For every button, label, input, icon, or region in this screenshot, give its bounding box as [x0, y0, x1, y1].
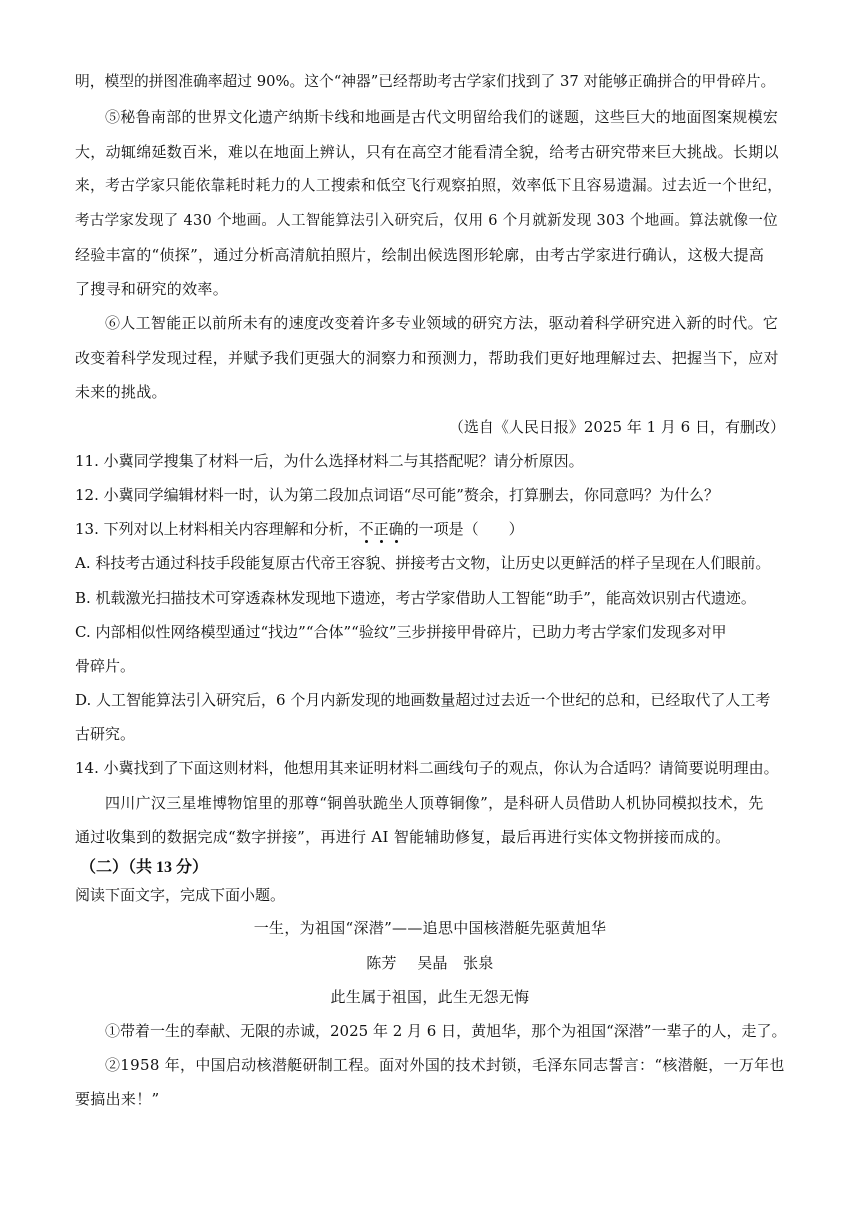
question-13-stem: 13. 下列对以上材料相关内容理解和分析， — [75, 520, 359, 538]
paragraph-6-line: ⑥人工智能正以前所未有的速度改变着许多专业领域的研究方法，驱动着科学研究进入新的时代。它 — [105, 314, 779, 332]
emphasis-dots — [359, 540, 404, 544]
article-paragraph-2-continued: 要搞出来！” — [75, 1090, 160, 1108]
article-paragraph-1: ①带着一生的奉献、无限的赤诚，2025 年 2 月 6 日，黄旭华，那个为祖国“深潜”一辈子的人，走了。 — [105, 1022, 787, 1040]
question-14-material: 通过收集到的数据完成“数字拼接”，再进行 AI 智能辅助修复，最后再进行实体文物拼接而成的。 — [75, 828, 731, 846]
paragraph-5-line: ⑤秘鲁南部的世界文化遗产纳斯卡线和地画是古代文明留给我们的谜题，这些巨大的地面图案规模宏 — [105, 108, 779, 126]
paragraph-6-line: 改变着科学发现过程，并赋予我们更强大的洞察力和预测力，帮助我们更好地理解过去、把握当下，应对 — [75, 349, 779, 367]
article-authors: 陈芳 吴晶 张泉 — [366, 954, 494, 972]
source-citation: （选自《人民日报》2025 年 1 月 6 日，有删改） — [448, 418, 785, 436]
article-paragraph-2: ②1958 年，中国启动核潜艇研制工程。面对外国的技术封锁，毛泽东同志誓言：“核潜艇，一万年也 — [105, 1056, 785, 1074]
paragraph-5-line: 经验丰富的“侦探”，通过分析高清航拍照片，绘制出候选图形轮廓，由考古学家进行确认，这极大提高 — [75, 246, 765, 264]
article-subtitle: 此生属于祖国，此生无怨无悔 — [330, 988, 530, 1006]
paragraph-6-line: 未来的挑战。 — [75, 383, 167, 401]
emphasis-dotted-text: 不正确 — [359, 520, 404, 538]
question-11: 11. 小冀同学搜集了材料一后，为什么选择材料二与其搭配呢？请分析原因。 — [75, 452, 584, 470]
question-14-material: 四川广汉三星堆博物馆里的那尊“铜兽驮跪坐人顶尊铜像”，是科研人员借助人机协同模拟技术，先 — [105, 794, 764, 812]
option-a: A. 科技考古通过科技手段能复原古代帝王容貌、拼接考古文物，让历史以更鲜活的样子呈现在人们眼前。 — [75, 554, 771, 572]
option-c-continued: 骨碎片。 — [75, 657, 136, 675]
option-d-continued: 古研究。 — [75, 725, 136, 743]
paragraph-5-line: 考古学家发现了 430 个地画。人工智能算法引入研究后，仅用 6 个月就新发现 303 个地画。算法就像一位 — [75, 213, 778, 229]
section-heading: （二）（共 13 分） — [80, 859, 209, 876]
option-b: B. 机载激光扫描技术可穿透森林发现地下遗迹，考古学家借助人工智能“助手”，能高效识别古代遗迹。 — [75, 589, 756, 607]
question-13 — [75, 519, 785, 539]
paragraph-5-line: 大，动辄绵延数百米，难以在地面上辨认，只有在高空才能看清全貌，给考古研究带来巨大挑战。长期以 — [75, 143, 779, 161]
option-c: C. 内部相似性网络模型通过“找边”“合体”“验纹”三步拼接甲骨碎片，已助力考古学家们发现多对甲 — [75, 623, 727, 641]
question-14: 14. 小冀找到了下面这则材料，他想用其来证明材料二画线句子的观点，你认为合适吗？请简要说明理由。 — [75, 759, 779, 777]
question-13-tail: 的一项是（ ） — [403, 520, 524, 538]
paragraph-5-line: 了搜寻和研究的效率。 — [75, 280, 229, 298]
option-d: D. 人工智能算法引入研究后，6 个月内新发现的地画数量超过过去近一个世纪的总和，已经取代了人工考 — [75, 691, 771, 709]
paragraph-line: 明，模型的拼图准确率超过 90%。这个“神器”已经帮助考古学家们找到了 37 对能够正确拼合的甲骨碎片。 — [75, 73, 776, 90]
question-12: 12. 小冀同学编辑材料一时，认为第二段加点词语“尽可能”赘余，打算删去，你同意吗？为什么？ — [75, 486, 719, 504]
paragraph-5-line: 来，考古学家只能依靠耗时耗力的人工搜索和低空飞行观察拍照，效率低下且容易遗漏。过去近一个世纪， — [75, 177, 783, 194]
section-instruction: 阅读下面文字，完成下面小题。 — [75, 886, 286, 904]
article-title: 一生，为祖国“深潜”——追思中国核潜艇先驱黄旭华 — [253, 919, 607, 937]
